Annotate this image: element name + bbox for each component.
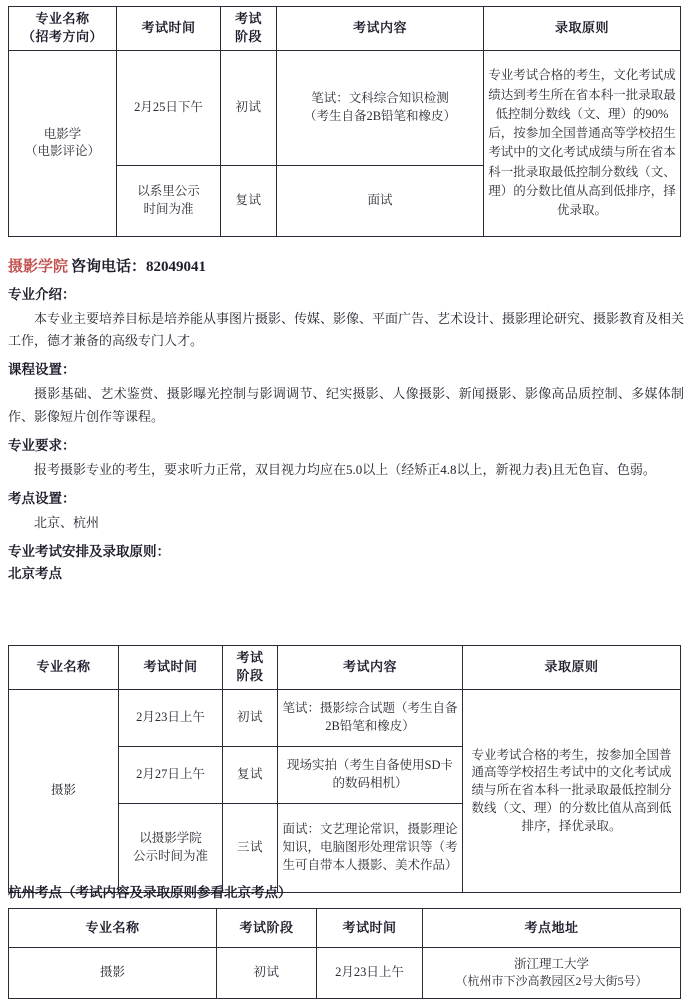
col-header-stage-line2: 阶段 — [236, 668, 264, 684]
col-header-admission-rule: 录取原则 — [463, 646, 681, 690]
col-header-stage-line2: 阶段 — [234, 29, 262, 45]
cell-exam-time: 2月23日上午 — [119, 689, 223, 746]
col-header-exam-stage: 考试阶段 — [217, 909, 317, 948]
cell-admission-rule: 专业考试合格的考生，文化考试成绩达到考生所在省本科一批录取最低控制分数线（文、理）的90%后，按参加全国普通高等学校招生考试中的文化考试成绩与所在省本科一批录取最低控制分数线（文、理）的分数比值从高到低排序，择优录取。 — [484, 50, 681, 236]
department-header — [8, 258, 684, 277]
cell-exam-content — [277, 50, 484, 165]
heading-exam-sites: 考点设置： — [8, 491, 76, 507]
cell-exam-stage: 初试 — [221, 50, 277, 165]
col-header-exam-stage — [223, 646, 278, 690]
heading-course-setup: 课程设置： — [8, 362, 76, 378]
exam-time-line1: 以摄影学院 — [139, 831, 202, 846]
cell-exam-stage: 初试 — [217, 948, 317, 999]
table-header-row — [9, 909, 681, 948]
col-header-admission-rule: 录取原则 — [484, 7, 681, 51]
table-row — [9, 50, 681, 165]
cell-exam-time — [117, 165, 221, 236]
text-course-setup: 摄影基础、艺术鉴赏、摄影曝光控制与影调调节、纪实摄影、人像摄影、新闻摄影、影像高品质控制、多媒体制作、影像短片创作等课程。 — [8, 386, 684, 424]
cell-exam-time: 2月27日上午 — [119, 746, 223, 803]
col-header-major-line2: （招考方向） — [21, 29, 103, 45]
consult-phone-label: 咨询电话： — [71, 258, 147, 275]
col-header-stage-line1: 考试 — [236, 650, 264, 665]
heading-exam-arrangement: 专业考试安排及录取原则： — [8, 544, 170, 560]
exam-time-line1: 以系里公示 — [137, 184, 200, 199]
col-header-major: 专业名称 — [9, 646, 119, 690]
cell-exam-time — [119, 803, 223, 892]
heading-hangzhou-site: 杭州考点（考试内容及录取原则参看北京考点） — [8, 885, 292, 900]
cell-major-name: 摄影 — [9, 689, 119, 892]
cell-exam-stage: 三试 — [223, 803, 278, 892]
heading-beijing-site: 北京考点 — [8, 566, 62, 582]
cell-exam-time: 2月23日上午 — [317, 948, 423, 999]
col-header-site-address: 考点地址 — [423, 909, 681, 948]
col-header-major: 专业名称 — [9, 909, 217, 948]
exam-time-line2: 时间为准 — [143, 201, 194, 216]
cell-major-name: 摄影 — [9, 948, 217, 999]
cell-exam-stage: 复试 — [223, 746, 278, 803]
department-info-section — [8, 258, 684, 587]
cell-exam-content: 笔试：摄影综合试题（考生自备2B铅笔和橡皮） — [278, 689, 463, 746]
table-row — [9, 689, 681, 746]
department-name: 摄影学院 — [8, 258, 69, 275]
cell-site-address — [423, 948, 681, 999]
cell-exam-content: 面试：文艺理论常识，摄影理论知识，电脑图形处理常识等（考生可自带本人摄影、美术作品） — [278, 803, 463, 892]
exam-time-line2: 公示时间为准 — [132, 848, 208, 863]
site-address-line1: 浙江理工大学 — [513, 956, 589, 971]
cell-exam-content: 现场实拍（考生自备使用SD卡的数码相机） — [278, 746, 463, 803]
site-address-line2: （杭州市下沙高教园区2号大街5号） — [455, 974, 648, 989]
text-exam-sites: 北京、杭州 — [34, 515, 100, 531]
exam-content-line2: （考生自备2B铅笔和橡皮） — [303, 108, 457, 123]
text-major-introduction: 本专业主要培养目标是培养能从事图片摄影、传媒、影像、平面广告、艺术设计、摄影理论研究、摄影教育及相关工作，德才兼备的高级专门人才。 — [8, 310, 685, 348]
col-header-exam-time: 考试时间 — [317, 909, 423, 948]
cell-exam-stage: 初试 — [223, 689, 278, 746]
heading-major-requirements: 专业要求： — [8, 437, 76, 453]
heading-major-introduction: 专业介绍： — [8, 286, 76, 302]
text-major-requirements: 报考摄影专业的考生，要求听力正常，双目视力均应在5.0以上（经矫正4.8以上，新视力表)且无色盲、色弱。 — [34, 461, 656, 477]
table-header-row — [9, 646, 681, 690]
major-name-line2: （电影评论） — [24, 144, 100, 159]
col-header-stage-line1: 考试 — [234, 11, 262, 26]
cell-exam-content: 面试 — [277, 165, 484, 236]
beijing-exam-site-table — [8, 645, 681, 893]
cell-exam-time: 2月25日下午 — [117, 50, 221, 165]
hangzhou-exam-site-table — [8, 908, 681, 999]
col-header-exam-content: 考试内容 — [277, 7, 484, 51]
col-header-exam-time: 考试时间 — [117, 7, 221, 51]
cell-exam-stage: 复试 — [221, 165, 277, 236]
cell-admission-rule: 专业考试合格的考生，按参加全国普通高等学校招生考试中的文化考试成绩与所在省本科一批录取最低控制分数线（文、理）的分数比值从高到低排序，择优录取。 — [463, 689, 681, 892]
exam-content-line1: 笔试：文科综合知识检测 — [311, 91, 449, 106]
col-header-major-line1: 专业名称 — [35, 11, 90, 26]
col-header-exam-time: 考试时间 — [119, 646, 223, 690]
major-name-line1: 电影学 — [43, 126, 82, 141]
table-header-row — [9, 7, 681, 51]
table-row — [9, 948, 681, 999]
cell-major-name — [9, 50, 117, 236]
film-studies-exam-table — [8, 6, 681, 237]
col-header-major — [9, 7, 117, 51]
col-header-exam-content: 考试内容 — [278, 646, 463, 690]
col-header-exam-stage — [221, 7, 277, 51]
consult-phone-number: 82049041 — [146, 259, 207, 275]
